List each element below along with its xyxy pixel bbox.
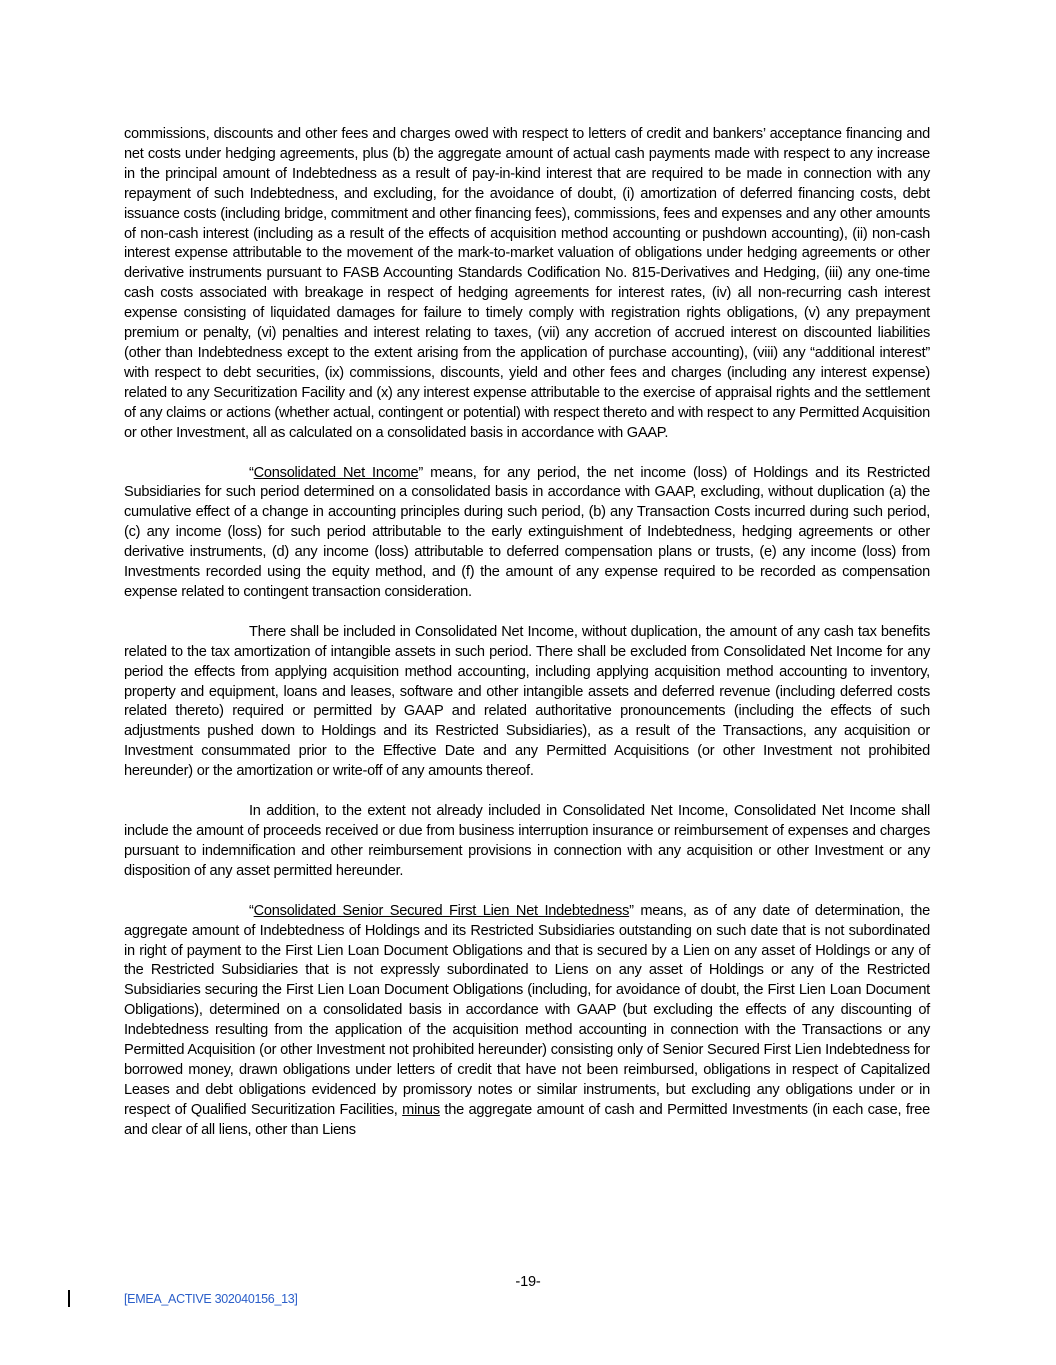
paragraph-interest-exclusions: commissions, discounts and other fees and charges owed with respect to letters of credit and bankers’ acceptance financing and net costs under hedging agreements, plus (b) the aggregate amount of actual cash payments made with respect to any increase in the principal amount of Indebtedness as a result of pay-in-kind interest that are required to be made in connection with any repayment of such Indebtedness, and excluding, for the avoidance of doubt, (i) amortization of deferred financing costs, debt issuance costs (including bridge, commitment and other financing fees), commissions, fees and expenses and any other amounts of non-cash interest (including as a result of the effects of acquisition method accounting or pushdown accounting), (ii) non-cash interest expense attributable to the movement of the mark-to-market valuation of obligations under hedging agreements or other derivative instruments pursuant to FASB Accounting Standards Codification No. 815-Derivatives and Hedging, (iii) any one-time cash costs associated with breakage in respect of hedging agreements for interest rates, (iv) all non-recurring cash interest expense consisting of liquidated damages for failure to timely comply with registration rights obligations, (v) any prepayment premium or penalty, (vi) penalties and interest relating to taxes, (vii) any accretion of accrued interest on discounted liabilities (other than Indebtedness except to the extent arising from the application of purchase accounting), (viii) any “additional interest” with respect to debt securities, (ix) commissions, discounts, yield and other fees and charges (including any interest expense) related to any Securitization Facility and (x) any interest expense attributable to the exercise of appraisal rights and the settlement of any claims or actions (whether actual, contingent or potential) with respect thereto and with respect to any Permitted Acquisition or other Investment, all as calculated on a consolidated basis in accordance with GAAP. bbox=[124, 126, 930, 441]
definition-text: ” means, for any period, the net income (loss) of Holdings and its Restricted Subsidiaries for such period determined on a consolidated basis in accordance with GAAP, excluding, without duplication (a) the cumulative effect of a change in accounting principles during such period, (b) any Transaction Costs incurred during such period, (c) any income (loss) for such period attributable to the early extinguishment of Indebtedness, hedging agreements or other derivative instruments, (d) any income (loss) attributable to deferred compensation plans or trusts, (e) any income (loss) from Investments recorded using the equity method, and (f) the amount of any expense required to be recorded as compensation expense related to contingent transaction consideration. bbox=[124, 464, 930, 600]
defined-term: Consolidated Net Income bbox=[253, 464, 419, 481]
document-reference-id: [EMEA_ACTIVE 302040156_13] bbox=[124, 1292, 298, 1306]
minus-term: minus bbox=[402, 1101, 440, 1118]
defined-term: Consolidated Senior Secured First Lien Net Indebtedness bbox=[253, 902, 630, 919]
change-bar bbox=[68, 1290, 70, 1307]
open-quote: “ bbox=[249, 902, 254, 919]
open-quote: “ bbox=[249, 464, 254, 481]
paragraph-in-addition: In addition, to the extent not already included in Consolidated Net Income, Consolidated Net Income shall include the amount of proceeds received or due from business interruption insurance or reimbursement of expenses and charges pursuant to indemnification and other reimbursement provisions in connection with any acquisition or other Investment or any disposition of any asset permitted hereunder. bbox=[124, 803, 930, 879]
paragraph-included-in-net-income: There shall be included in Consolidated Net Income, without duplication, the amount of any cash tax benefits related to the tax amortization of intangible assets in such period. There shall be excluded from Consolidated Net Income for any period the effects from applying acquisition method accounting, including applying acquisition method accounting to inventory, property and equipment, loans and leases, software and other intangible assets and deferred revenue (including deferred costs related thereto) required or permitted by GAAP and related authoritative pronouncements (including the effects of such adjustments pushed down to Holdings and its Restricted Subsidiaries), as a result of the Transactions, any acquisition or Investment consummated prior to the Effective Date and any Permitted Acquisitions (or other Investment not prohibited hereunder) or the amortization or write-off of any amounts thereof. bbox=[124, 623, 930, 780]
page-number: -19- bbox=[515, 1274, 541, 1290]
page-body bbox=[124, 125, 930, 1161]
definition-consolidated-senior-secured-first-lien-net-indebtedness bbox=[124, 902, 930, 1141]
definition-consolidated-net-income bbox=[124, 464, 930, 603]
definition-tail: the aggregate amount of cash and Permitted Investments (in each case, free and clear of all liens, other than Liens bbox=[124, 1101, 930, 1138]
definition-text: ” means, as of any date of determination, the aggregate amount of Indebtedness of Holdings and its Restricted Subsidiaries outstanding on such date that is not subordinated in right of payment to the First Lien Loan Document Obligations and that is secured by a Lien on any asset of Holdings or any of the Restricted Subsidiaries that is not expressly subordinated to Liens on any asset of Holdings or any of the Restricted Subsidiaries securing the First Lien Loan Document Obligations (including, for avoidance of doubt, the First Lien Loan Document Obligations), determined on a consolidated basis in accordance with GAAP (but excluding the effects of any discounting of Indebtedness resulting from the application of the acquisition method accounting in connection with the Transactions or any Permitted Acquisition (or other Investment not prohibited hereunder) consisting only of Senior Secured First Lien Indebtedness for borrowed money, drawn obligations under letters of credit that have not been reimbursed, obligations in respect of Capitalized Leases and debt obligations evidenced by promissory notes or similar instruments, but excluding any obligations under or in respect of Qualified Securitization Facilities, bbox=[124, 902, 930, 1118]
